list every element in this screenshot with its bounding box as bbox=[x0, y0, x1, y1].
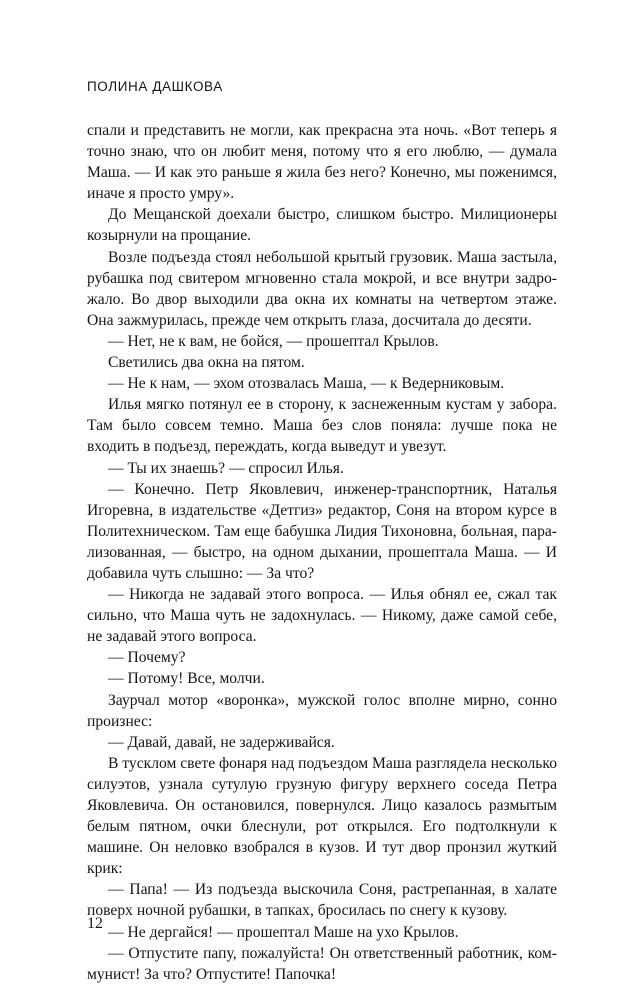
paragraph-6: — Не к нам, — эхом отозвалась Маша, — к Ведерниковым. bbox=[108, 375, 505, 393]
paragraph-7: Илья мягко потянул ее в сторону, к заснеженным кустам у забора. Там было совсем темно. Маша без слов поняла: лучше пока не входить в подъезд, переждать, когда выведут и увезут. bbox=[87, 396, 557, 456]
paragraph-9: — Конечно. Петр Яковлевич, инженер-транспортник, Наталья Игоревна, в издательстве «Детгиз» редактор, Соня на втором курсе в Политехническом. Там еще бабушка Лидия Тихоновна, больная, парализованная, — быстро, на одном дыхании, прошептала Маша. — И добавила чуть слышно: — За что? bbox=[87, 480, 557, 582]
paragraph-8: — Ты их знаешь? — спросил Илья. bbox=[108, 459, 344, 477]
paragraph-13: Заурчал мотор «воронка», мужской голос вполне мирно, сонно произнес: bbox=[87, 691, 557, 730]
paragraph-4: — Нет, не к вам, не бойся, — прошептал Крылов. bbox=[108, 332, 439, 350]
paragraph-11: — Почему? bbox=[108, 649, 186, 667]
paragraph-3: Возле подъезда стоял небольшой крытый грузовик. Маша застыла, рубашка под свитером мгновенно стала мокрой, и все внутри задрожало. Во двор выходили два окна их комнаты на четвертом этаже. Она зажмурилась, прежде чем открыть глаза, досчитала до десяти. bbox=[87, 248, 557, 329]
paragraph-15: В тусклом свете фонаря над подъездом Маша разглядела несколько силуэтов, узнала сутулую грузную фигуру верхнего соседа Петра Яковлевича. Он остановился, повернулся. Лицо казалось размытым белым пятном, очки блеснули, рот открылся. Его подтолкнули к машине. Он неловко взобрался в кузов. И тут двор пронзил жуткий крик: bbox=[87, 754, 557, 878]
running-head: ПОЛИНА ДАШКОВА bbox=[87, 79, 223, 94]
page-number: 12 bbox=[87, 915, 103, 932]
paragraph-2: До Мещанской доехали быстро, слишком быстро. Милиционеры козырнули на прощание. bbox=[87, 206, 557, 245]
paragraph-16: — Папа! — Из подъезда выскочила Соня, растрепанная, в халате поверх ночной рубашки, в тапках, бросилась по снегу к кузову. bbox=[87, 881, 557, 920]
paragraph-18: — Отпустите папу, пожалуйста! Он ответственный работник, коммунист! За что? Отпустите! Папочка! bbox=[87, 944, 557, 983]
paragraph-10: — Никогда не задавай этого вопроса. — Илья обнял ее, сжал так сильно, что Маша чуть не задохнулась. — Никому, даже самой себе, не задавай этого вопроса. bbox=[87, 586, 557, 646]
paragraph-5: Светились два окна на пятом. bbox=[108, 354, 305, 372]
paragraph-17: — Не дергайся! — прошептал Маше на ухо Крылов. bbox=[108, 923, 459, 941]
paragraph-14: — Давай, давай, не задерживайся. bbox=[108, 733, 335, 751]
body-text bbox=[87, 120, 557, 985]
paragraph-1: спали и представить не могли, как прекрасна эта ночь. «Вот теперь я точно знаю, что он любит меня, потому что я его люблю, — думала Маша. — И как это раньше я жила без него? Конечно, мы поженимся, иначе я просто умру». bbox=[87, 122, 557, 203]
paragraph-12: — Потому! Все, молчи. bbox=[108, 670, 265, 688]
